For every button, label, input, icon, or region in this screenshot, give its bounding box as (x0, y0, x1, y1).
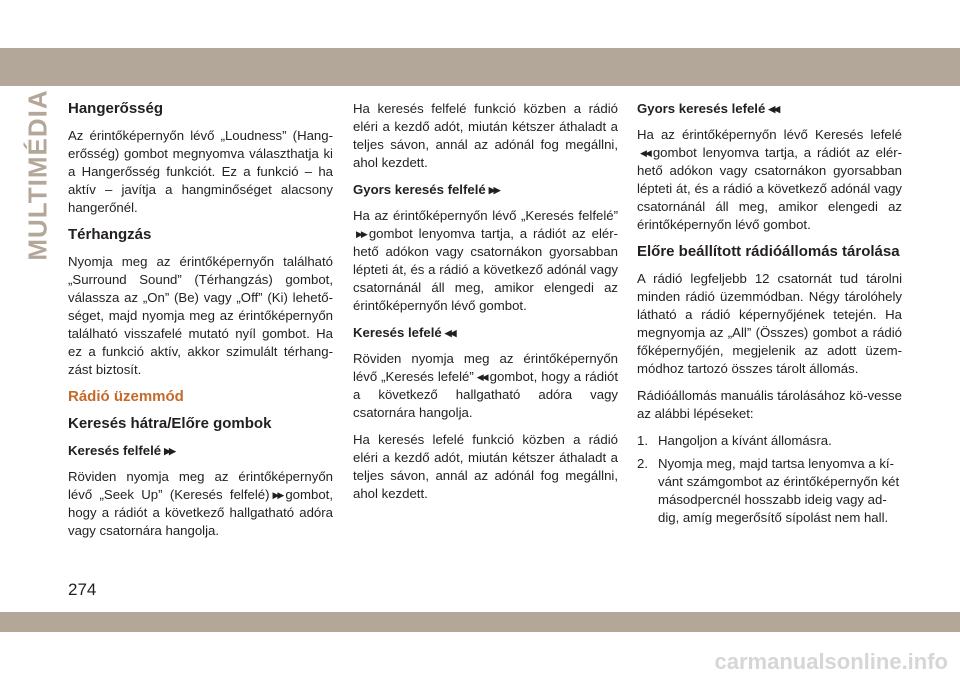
paragraph-seek-down-a: Röviden nyomja meg az érintőképernyőn lévő „Keresés lefelé” (353, 351, 618, 384)
paragraph-seek-wrap: Ha keresés felfelé funkció közben a rádió eléri a kezdő adót, miután kétszer áthaladt a teljes sávon, annál az adónál fog megállni, ahol kezdett. (353, 101, 618, 170)
seek-forward-icon: ▶▶ (356, 229, 366, 239)
list-item (637, 455, 902, 527)
footer-band (0, 612, 960, 632)
page-number: 274 (68, 580, 97, 599)
paragraph-manual-preset: Rádióállomás manuális tárolásához kö-vesse az alábbi lépéseket: (637, 388, 902, 421)
list-item-text: Hangoljon a kívánt állomásra. (658, 433, 832, 448)
paragraph-seek-up (68, 468, 333, 540)
column-3 (637, 100, 902, 532)
section-side-label: MULTIMÉDIA (22, 89, 53, 261)
seek-backward-icon: ◀◀ (640, 148, 650, 158)
heading-seek-up-text: Keresés felfelé (68, 443, 162, 458)
heading-seek-down (353, 324, 618, 342)
paragraph-fast-seek-up (353, 207, 618, 315)
list-item-text: Nyomja meg, majd tartsa lenyomva a kí-vánt számgombot az érintőképernyőn két másodpercnél hosszabb ideig vagy ad-dig, amíg megerősítő sípolást nem hall. (658, 456, 900, 525)
paragraph-surround: Nyomja meg az érintőképernyőn található „Surround Sound” (Térhangzás) gombot, válassza az „On” (Be) vagy „Off” (Ki) lehető-séget, majd nyomja meg az érintőképernyőn található visszafelé mutató nyíl gombot. Ha ez a funkció aktív, akkor szimulált térhang-zást biztosít. (68, 254, 333, 377)
paragraph-fast-seek-down (637, 126, 902, 234)
paragraph-fast-seek-up-a: Ha az érintőképernyőn lévő „Keresés felfelé” (353, 208, 618, 223)
paragraph-seek-up-a: Röviden nyomja meg az érintőképernyőn lévő „Seek Up” (Keresés felfelé) (68, 469, 333, 502)
heading-fast-seek-up-text: Gyors keresés felfelé (353, 182, 486, 197)
watermark: carmanualsonline.info (714, 649, 948, 674)
paragraph-fast-seek-down-a: Ha az érintőképernyőn lévő Keresés lefelé (637, 127, 902, 142)
heading-seek-down-text: Keresés lefelé (353, 325, 442, 340)
seek-forward-icon: ▶▶ (164, 446, 174, 456)
heading-surround: Térhangzás (68, 226, 152, 243)
column-1 (68, 100, 333, 549)
paragraph-presets: A rádió legfeljebb 12 csatornát tud tárolni minden rádió üzemmódban. Négy tárolóhely látható a rádió képernyőjének tetején. Ha megnyomja az „All” (Összes) gombot a rádió főképernyőjén, megjelenik az adott üzem-módhoz tartozó összes tárolt állomás. (637, 271, 902, 376)
seek-backward-icon: ◀◀ (768, 104, 779, 114)
column-2 (353, 100, 618, 512)
seek-backward-icon: ◀◀ (444, 328, 455, 338)
seek-forward-icon: ▶▶ (488, 185, 499, 195)
section-side-tab (22, 89, 53, 261)
heading-fast-seek-up (353, 181, 618, 199)
paragraph-fast-seek-up-b: gombot lenyomva tartja, a rádiót az elér-hető adókon vagy csatornákon gyorsabban lépteti át, és a rádió a következő adónál vagy csatornánál áll meg, amikor elengedi az érintőképernyőn lévő gombot. (353, 226, 618, 313)
list-item-number: 2. (637, 456, 648, 471)
heading-seek-up (68, 442, 333, 460)
list-item-number: 1. (637, 433, 648, 448)
heading-seek-buttons: Keresés hátra/Előre gombok (68, 415, 272, 432)
paragraph-seek-up-b: gombot, hogy a rádiót a következő hallgatható adóra vagy csatornára hangolja. (68, 487, 333, 538)
preset-steps-list (637, 432, 902, 527)
paragraph-seek-down-b: gombot, hogy a rádiót a következő hallgatható adóra vagy csatornára hangolja. (353, 369, 618, 420)
heading-volume: Hangerősség (68, 100, 164, 117)
heading-fast-seek-down (637, 100, 902, 118)
paragraph-volume: Az érintőképernyőn lévő „Loudness” (Hang-erősség) gombot megnyomva választhatja ki a Hangerősség funkciót. Ez a funkció – ha aktív – javítja a hangminőséget alacsony hangerőnél. (68, 128, 333, 215)
list-item (637, 432, 902, 450)
heading-presets: Előre beállított rádióállomás tárolása (637, 243, 900, 260)
seek-backward-icon: ◀◀ (476, 372, 487, 382)
heading-fast-seek-down-text: Gyors keresés lefelé (637, 101, 766, 116)
paragraph-seek-down-wrap: Ha keresés lefelé funkció közben a rádió eléri a kezdő adót, miután kétszer áthaladt a teljes sávon, annál az adónál fog megállni, ahol kezdett. (353, 432, 618, 501)
header-band (0, 48, 960, 86)
heading-radio-mode: Rádió üzemmód (68, 388, 184, 405)
seek-forward-icon: ▶▶ (272, 490, 283, 500)
paragraph-seek-down (353, 350, 618, 422)
paragraph-fast-seek-down-b: gombot lenyomva tartja, a rádiót az elér-hető adókon vagy csatornákon gyorsabban lépteti át, és a rádió a következő adónál vagy csatornánál áll meg, amikor elengedi az érintőképernyőn lévő gombot. (637, 145, 902, 232)
